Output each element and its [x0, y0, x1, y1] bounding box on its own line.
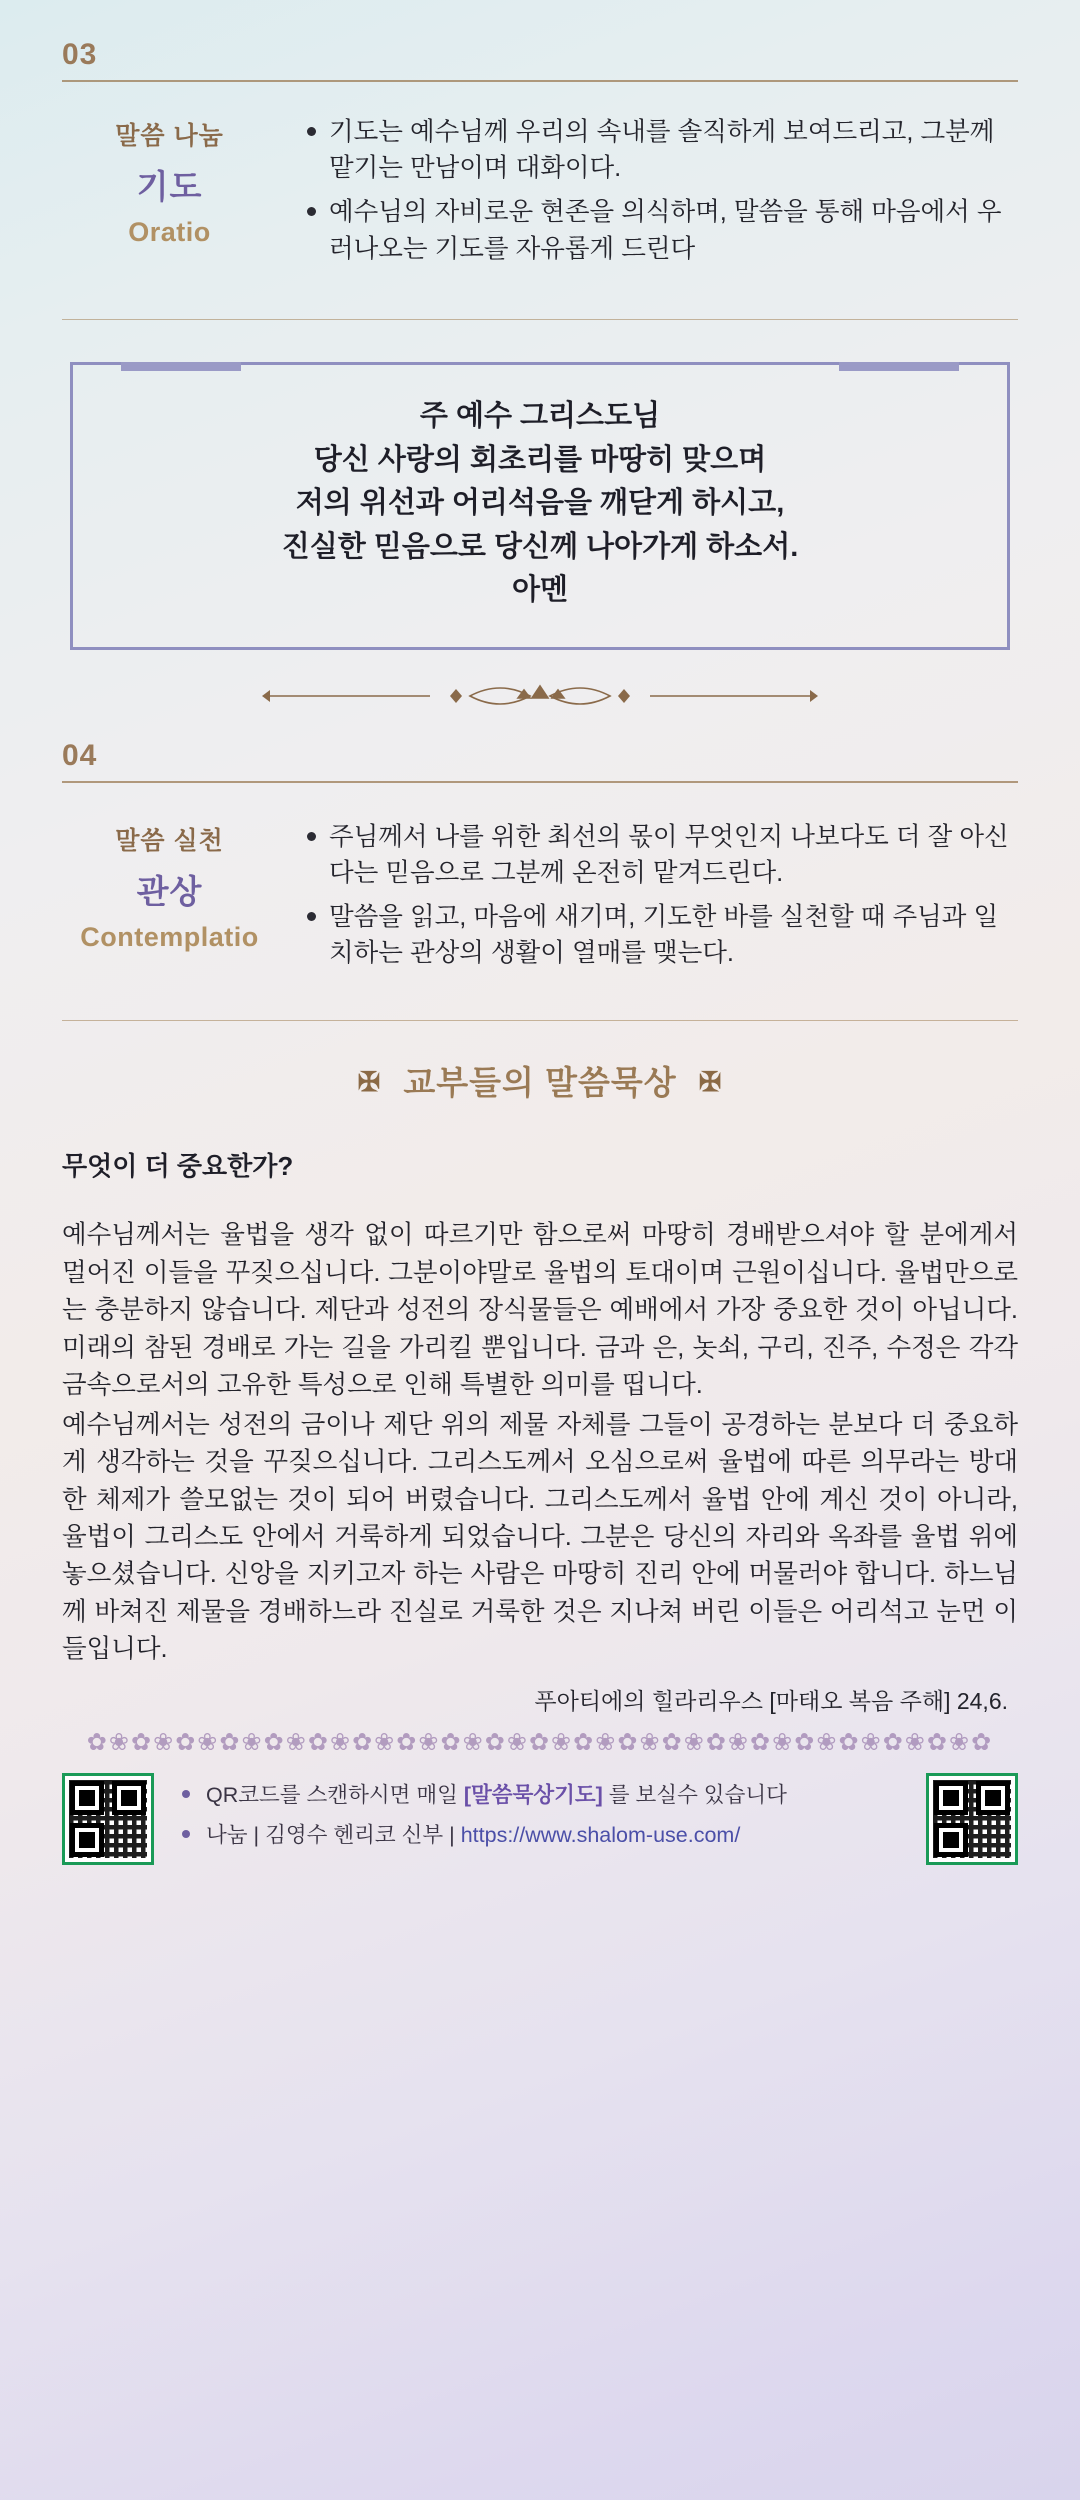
step-block — [62, 813, 1018, 980]
prayer-line: 저의 위선과 어리석음을 깨닫게 하시고, — [295, 487, 785, 520]
cross-icon: ✠ — [357, 1067, 382, 1098]
list-item: 말씀을 읽고, 마음에 새기며, 기도한 바를 실천할 때 주님과 일치하는 관상의 생활이 열매를 맺는다. — [307, 899, 1018, 971]
qr-finder-icon — [934, 1823, 968, 1857]
step-label-group — [62, 813, 277, 953]
step-label-group — [62, 108, 277, 248]
step-sub-label: 말씀 실천 — [115, 826, 224, 855]
ornament-divider — [62, 676, 1018, 721]
fathers-body — [62, 1217, 1018, 1669]
step-main-label: 관상 — [136, 872, 203, 910]
step-block — [62, 108, 1018, 275]
prayer-line: 아멘 — [511, 574, 569, 607]
fathers-heading-text: 교부들의 말씀묵상 — [403, 1064, 677, 1102]
step-bullet-list — [277, 108, 1018, 275]
question-title: 무엇이 더 중요한가? — [62, 1151, 294, 1182]
website-link[interactable]: https://www.shalom-use.com/ — [460, 1822, 741, 1847]
qr-finder-icon — [70, 1781, 104, 1815]
step-bullet-list — [277, 813, 1018, 980]
footer-text — [154, 1779, 926, 1860]
list-item — [180, 1819, 900, 1851]
prayer-line: 진실한 믿음으로 당신께 나아가게 하소서. — [281, 530, 799, 563]
qr-finder-icon — [934, 1781, 968, 1815]
divider-rule — [62, 1020, 1018, 1022]
list-item — [180, 1779, 900, 1811]
footer — [62, 1773, 1018, 1865]
qr-finder-icon — [976, 1781, 1010, 1815]
step-latin-label: Contemplatio — [80, 921, 259, 952]
cross-icon: ✠ — [698, 1067, 723, 1098]
floral-divider: ✿❀✿❀✿❀✿❀✿❀✿❀✿❀✿❀✿❀✿❀✿❀✿❀✿❀✿❀✿❀✿❀✿❀✿❀✿❀✿❀✿ — [86, 1728, 994, 1756]
prayer-line: 당신 사랑의 회초리를 마땅히 맞으며 — [313, 443, 767, 476]
footer-line1-highlight: [말씀묵상기도] — [463, 1782, 603, 1807]
qr-code-right[interactable] — [926, 1773, 1018, 1865]
section-number: 03 — [62, 38, 98, 71]
step-latin-label: Oratio — [128, 217, 211, 247]
footer-line1-prefix: QR코드를 스캔하시면 매일 — [206, 1782, 464, 1807]
qr-finder-icon — [112, 1781, 146, 1815]
attribution: 푸아티에의 힐라리우스 [마태오 복음 주해] 24,6. — [534, 1687, 1008, 1714]
divider-rule — [62, 319, 1018, 321]
divider-rule — [62, 781, 1018, 783]
step-main-label: 기도 — [136, 168, 203, 205]
footer-line1-suffix: 를 보실수 있습니다 — [602, 1782, 787, 1807]
ornament-icon — [260, 676, 820, 716]
qr-code-left[interactable] — [62, 1773, 154, 1865]
qr-finder-icon — [70, 1823, 104, 1857]
fathers-heading — [62, 1057, 1018, 1104]
prayer-box-wrapper — [70, 362, 1010, 650]
list-item: 기도는 예수님께 우리의 속내를 솔직하게 보여드리고, 그분께 맡기는 만남이며 대화이다. — [307, 114, 1018, 186]
footer-line2-prefix: 나눔 | 김영수 헨리코 신부 | — [206, 1822, 461, 1847]
list-item: 예수님의 자비로운 현존을 의식하며, 말씀을 통해 마음에서 우러나오는 기도를 자유롭게 드린다 — [307, 194, 1018, 266]
fathers-section — [62, 1057, 1018, 1716]
step-sub-label: 말씀 나눔 — [115, 122, 224, 150]
section-03 — [62, 0, 1018, 320]
prayer-line: 주 예수 그리스도님 — [419, 400, 661, 433]
list-item: 주님께서 나를 위한 최선의 몫이 무엇인지 나보다도 더 잘 아신다는 믿음으로 그분께 온전히 맡겨드린다. — [307, 819, 1018, 891]
paragraph: 예수님께서는 율법을 생각 없이 따르기만 함으로써 마땅히 경배받으셔야 할 분에게서 멀어진 이들을 꾸짖으십니다. 그분이야말로 율법의 토대이며 근원이십니다. 율법만으로는 충분하지 않습니다. 제단과 성전의 장식물들은 예배에서 가장 중요한 것이 아닙니다. 미래의 참된 경배로 가는 길을 가리킬 뿐입니다. 금과 은, 놋쇠, 구리, 진주, 수정은 각각 금속으로서의 고유한 특성으로 인해 특별한 의미를 띱니다. — [62, 1221, 1018, 1400]
prayer-box — [70, 362, 1010, 650]
divider-rule — [62, 80, 1018, 82]
section-04 — [62, 739, 1018, 1021]
paragraph: 예수님께서는 성전의 금이나 제단 위의 제물 자체를 그들이 공경하는 분보다 더 중요하게 생각하는 것을 꾸짖으십니다. 그리스도께서 오심으로써 율법에 따른 의무라는 방대한 체제가 쓸모없는 것이 되어 버렸습니다. 그리스도께서 율법 안에 계신 것이 아니라, 율법이 그리스도 안에서 거룩하게 되었습니다. 그분은 당신의 자리와 옥좌를 율법 위에 놓으셨습니다. 신앙을 지키고자 하는 사람은 마땅히 진리 안에 머물러야 합니다. 하느님께 바쳐진 제물을 경배하느라 진실로 거룩한 것은 지나쳐 버린 이들은 어리석고 눈먼 이들입니다. — [62, 1410, 1018, 1664]
section-number: 04 — [62, 738, 98, 772]
